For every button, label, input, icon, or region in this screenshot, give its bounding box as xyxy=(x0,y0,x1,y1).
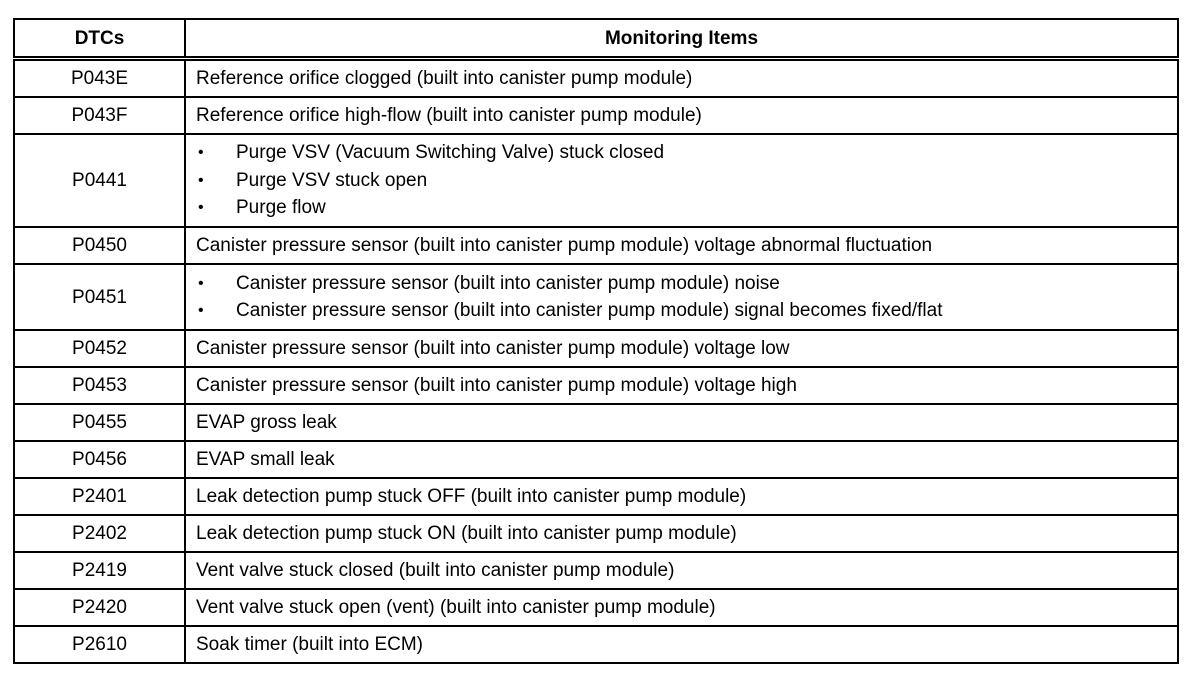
dtc-code: P0455 xyxy=(14,404,185,441)
bullet-item: • Canister pressure sensor (built into canister pump module) noise xyxy=(196,270,1177,298)
table-row xyxy=(14,478,1178,515)
monitoring-item: Canister pressure sensor (built into canister pump module) voltage high xyxy=(185,367,1178,404)
bullet-item: • Purge VSV (Vacuum Switching Valve) stuck closed xyxy=(196,139,1177,167)
table-row xyxy=(14,134,1178,227)
dtc-code: P2420 xyxy=(14,589,185,626)
monitoring-item: EVAP gross leak xyxy=(185,404,1178,441)
bullet-item: • Purge flow xyxy=(196,194,1177,222)
table-row xyxy=(14,227,1178,264)
table-row xyxy=(14,589,1178,626)
table-row xyxy=(14,552,1178,589)
dtc-code: P0452 xyxy=(14,330,185,367)
dtc-code: P043F xyxy=(14,97,185,134)
monitoring-item-list xyxy=(185,134,1178,227)
dtc-column-header: DTCs xyxy=(14,19,185,59)
monitoring-item-list xyxy=(185,264,1178,330)
monitoring-item: Vent valve stuck open (vent) (built into canister pump module) xyxy=(185,589,1178,626)
table-row xyxy=(14,515,1178,552)
dtc-code: P2402 xyxy=(14,515,185,552)
dtc-code: P0441 xyxy=(14,134,185,227)
dtc-code: P0451 xyxy=(14,264,185,330)
dtc-code: P043E xyxy=(14,59,185,98)
table-row xyxy=(14,330,1178,367)
monitoring-item: Reference orifice high-flow (built into canister pump module) xyxy=(185,97,1178,134)
table-header-row xyxy=(14,19,1178,59)
monitoring-item: Canister pressure sensor (built into canister pump module) voltage low xyxy=(185,330,1178,367)
bullet-item: • Purge VSV stuck open xyxy=(196,167,1177,195)
monitoring-item: EVAP small leak xyxy=(185,441,1178,478)
monitoring-item: Soak timer (built into ECM) xyxy=(185,626,1178,663)
dtc-code: P2401 xyxy=(14,478,185,515)
table-row xyxy=(14,97,1178,134)
dtc-code: P0456 xyxy=(14,441,185,478)
monitoring-item: Canister pressure sensor (built into canister pump module) voltage abnormal fluctuation xyxy=(185,227,1178,264)
monitoring-items-column-header: Monitoring Items xyxy=(185,19,1178,59)
table-row xyxy=(14,59,1178,98)
monitoring-item: Leak detection pump stuck ON (built into canister pump module) xyxy=(185,515,1178,552)
monitoring-item: Leak detection pump stuck OFF (built into canister pump module) xyxy=(185,478,1178,515)
table-row xyxy=(14,626,1178,663)
dtc-code: P0450 xyxy=(14,227,185,264)
table-row xyxy=(14,441,1178,478)
dtc-monitoring-table xyxy=(13,18,1179,664)
bullet-list xyxy=(196,270,1177,325)
monitoring-item: Reference orifice clogged (built into canister pump module) xyxy=(185,59,1178,98)
bullet-item: • Canister pressure sensor (built into canister pump module) signal becomes fixed/flat xyxy=(196,297,1177,325)
table-row xyxy=(14,367,1178,404)
table-row xyxy=(14,404,1178,441)
table-row xyxy=(14,264,1178,330)
monitoring-item: Vent valve stuck closed (built into canister pump module) xyxy=(185,552,1178,589)
dtc-code: P2419 xyxy=(14,552,185,589)
dtc-code: P0453 xyxy=(14,367,185,404)
bullet-list xyxy=(196,139,1177,222)
dtc-code: P2610 xyxy=(14,626,185,663)
